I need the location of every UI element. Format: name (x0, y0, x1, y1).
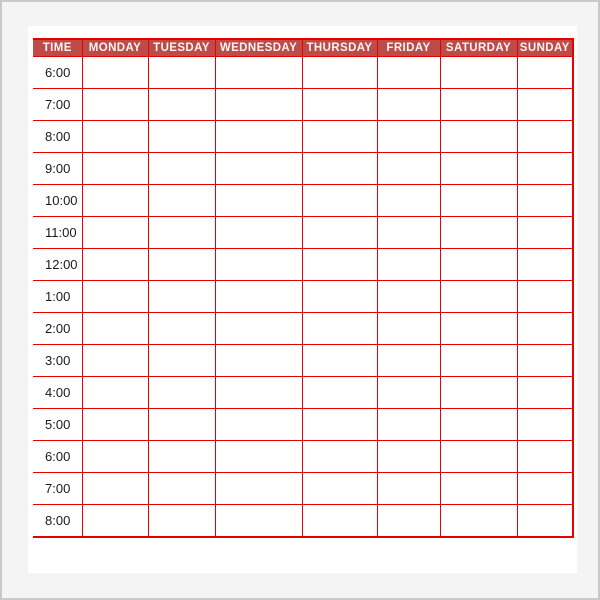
schedule-cell-tuesday[interactable] (148, 377, 215, 409)
time-cell: 6:00 (33, 57, 82, 89)
schedule-cell-thursday[interactable] (302, 249, 377, 281)
table-row (33, 281, 573, 313)
schedule-cell-tuesday[interactable] (148, 505, 215, 537)
schedule-cell-friday[interactable] (377, 121, 440, 153)
time-cell: 6:00 (33, 441, 82, 473)
schedule-cell-wednesday[interactable] (215, 505, 302, 537)
time-cell: 2:00 (33, 313, 82, 345)
schedule-cell-saturday[interactable] (440, 185, 517, 217)
schedule-cell-tuesday[interactable] (148, 249, 215, 281)
table-row (33, 409, 573, 441)
schedule-cell-wednesday[interactable] (215, 185, 302, 217)
schedule-cell-saturday[interactable] (440, 313, 517, 345)
schedule-cell-thursday[interactable] (302, 185, 377, 217)
schedule-cell-thursday[interactable] (302, 377, 377, 409)
schedule-cell-thursday[interactable] (302, 345, 377, 377)
column-header-monday: MONDAY (82, 39, 148, 57)
schedule-cell-friday[interactable] (377, 249, 440, 281)
table-row (33, 185, 573, 217)
schedule-cell-sunday[interactable] (517, 441, 573, 473)
schedule-cell-tuesday[interactable] (148, 409, 215, 441)
schedule-cell-monday[interactable] (82, 505, 148, 537)
schedule-cell-tuesday[interactable] (148, 217, 215, 249)
schedule-cell-friday[interactable] (377, 185, 440, 217)
schedule-cell-wednesday[interactable] (215, 281, 302, 313)
schedule-cell-monday[interactable] (82, 57, 148, 89)
schedule-cell-wednesday[interactable] (215, 473, 302, 505)
schedule-cell-monday[interactable] (82, 313, 148, 345)
schedule-cell-saturday[interactable] (440, 377, 517, 409)
schedule-cell-thursday[interactable] (302, 473, 377, 505)
schedule-cell-tuesday[interactable] (148, 185, 215, 217)
time-cell: 11:00 (33, 217, 82, 249)
table-row (33, 377, 573, 409)
schedule-cell-sunday[interactable] (517, 249, 573, 281)
schedule-cell-saturday[interactable] (440, 345, 517, 377)
schedule-cell-friday[interactable] (377, 57, 440, 89)
schedule-cell-monday[interactable] (82, 217, 148, 249)
schedule-cell-sunday[interactable] (517, 153, 573, 185)
schedule-cell-monday[interactable] (82, 121, 148, 153)
time-cell: 8:00 (33, 505, 82, 537)
schedule-cell-saturday[interactable] (440, 409, 517, 441)
schedule-cell-wednesday[interactable] (215, 313, 302, 345)
schedule-cell-tuesday[interactable] (148, 89, 215, 121)
schedule-cell-saturday[interactable] (440, 217, 517, 249)
schedule-body (33, 57, 573, 537)
schedule-cell-friday[interactable] (377, 505, 440, 537)
schedule-cell-saturday[interactable] (440, 57, 517, 89)
schedule-cell-wednesday[interactable] (215, 345, 302, 377)
column-header-time: TIME (33, 39, 82, 57)
schedule-cell-sunday[interactable] (517, 281, 573, 313)
schedule-cell-sunday[interactable] (517, 89, 573, 121)
schedule-cell-friday[interactable] (377, 409, 440, 441)
schedule-cell-saturday[interactable] (440, 505, 517, 537)
schedule-cell-wednesday[interactable] (215, 153, 302, 185)
column-header-friday: FRIDAY (377, 39, 440, 57)
schedule-cell-wednesday[interactable] (215, 249, 302, 281)
schedule-cell-friday[interactable] (377, 345, 440, 377)
table-row (33, 121, 573, 153)
schedule-cell-wednesday[interactable] (215, 217, 302, 249)
schedule-cell-tuesday[interactable] (148, 345, 215, 377)
time-cell: 4:00 (33, 377, 82, 409)
schedule-cell-saturday[interactable] (440, 249, 517, 281)
schedule-cell-monday[interactable] (82, 345, 148, 377)
schedule-cell-friday[interactable] (377, 313, 440, 345)
schedule-cell-thursday[interactable] (302, 441, 377, 473)
column-header-wednesday: WEDNESDAY (215, 39, 302, 57)
time-cell: 8:00 (33, 121, 82, 153)
schedule-cell-friday[interactable] (377, 281, 440, 313)
schedule-cell-friday[interactable] (377, 153, 440, 185)
schedule-cell-friday[interactable] (377, 217, 440, 249)
schedule-cell-friday[interactable] (377, 473, 440, 505)
time-cell: 7:00 (33, 89, 82, 121)
schedule-cell-wednesday[interactable] (215, 57, 302, 89)
table-row (33, 473, 573, 505)
table-row (33, 89, 573, 121)
schedule-cell-saturday[interactable] (440, 441, 517, 473)
schedule-cell-tuesday[interactable] (148, 57, 215, 89)
table-row (33, 313, 573, 345)
schedule-cell-saturday[interactable] (440, 281, 517, 313)
table-row (33, 345, 573, 377)
schedule-cell-friday[interactable] (377, 377, 440, 409)
time-cell: 12:00 (33, 249, 82, 281)
weekly-schedule-table (33, 38, 574, 538)
schedule-cell-sunday[interactable] (517, 57, 573, 89)
schedule-cell-wednesday[interactable] (215, 409, 302, 441)
time-cell: 3:00 (33, 345, 82, 377)
template-sheet (28, 26, 577, 573)
time-cell: 1:00 (33, 281, 82, 313)
schedule-cell-thursday[interactable] (302, 89, 377, 121)
schedule-cell-monday[interactable] (82, 377, 148, 409)
schedule-cell-saturday[interactable] (440, 473, 517, 505)
schedule-cell-wednesday[interactable] (215, 89, 302, 121)
schedule-cell-tuesday[interactable] (148, 473, 215, 505)
time-cell: 10:00 (33, 185, 82, 217)
schedule-cell-sunday[interactable] (517, 409, 573, 441)
table-row (33, 249, 573, 281)
schedule-cell-thursday[interactable] (302, 217, 377, 249)
schedule-cell-thursday[interactable] (302, 313, 377, 345)
column-header-sunday: SUNDAY (517, 39, 573, 57)
schedule-cell-sunday[interactable] (517, 473, 573, 505)
schedule-cell-friday[interactable] (377, 441, 440, 473)
column-header-saturday: SATURDAY (440, 39, 517, 57)
schedule-cell-saturday[interactable] (440, 153, 517, 185)
table-row (33, 505, 573, 537)
schedule-cell-thursday[interactable] (302, 409, 377, 441)
schedule-cell-wednesday[interactable] (215, 377, 302, 409)
schedule-cell-monday[interactable] (82, 89, 148, 121)
schedule-cell-sunday[interactable] (517, 185, 573, 217)
schedule-cell-thursday[interactable] (302, 281, 377, 313)
time-cell: 7:00 (33, 473, 82, 505)
table-row (33, 441, 573, 473)
table-row (33, 153, 573, 185)
table-row (33, 57, 573, 89)
schedule-cell-saturday[interactable] (440, 89, 517, 121)
schedule-cell-monday[interactable] (82, 281, 148, 313)
schedule-cell-tuesday[interactable] (148, 313, 215, 345)
schedule-cell-sunday[interactable] (517, 217, 573, 249)
schedule-cell-wednesday[interactable] (215, 441, 302, 473)
schedule-cell-monday[interactable] (82, 473, 148, 505)
schedule-cell-friday[interactable] (377, 89, 440, 121)
schedule-cell-monday[interactable] (82, 249, 148, 281)
schedule-cell-thursday[interactable] (302, 57, 377, 89)
time-cell: 9:00 (33, 153, 82, 185)
schedule-cell-sunday[interactable] (517, 377, 573, 409)
schedule-cell-thursday[interactable] (302, 505, 377, 537)
schedule-cell-saturday[interactable] (440, 121, 517, 153)
schedule-cell-sunday[interactable] (517, 345, 573, 377)
schedule-cell-monday[interactable] (82, 153, 148, 185)
schedule-cell-tuesday[interactable] (148, 441, 215, 473)
schedule-cell-sunday[interactable] (517, 505, 573, 537)
column-header-thursday: THURSDAY (302, 39, 377, 57)
schedule-cell-sunday[interactable] (517, 121, 573, 153)
schedule-cell-thursday[interactable] (302, 121, 377, 153)
schedule-cell-monday[interactable] (82, 441, 148, 473)
schedule-cell-monday[interactable] (82, 409, 148, 441)
schedule-cell-thursday[interactable] (302, 153, 377, 185)
column-header-tuesday: TUESDAY (148, 39, 215, 57)
header-row (33, 39, 573, 57)
table-row (33, 217, 573, 249)
time-cell: 5:00 (33, 409, 82, 441)
schedule-cell-tuesday[interactable] (148, 121, 215, 153)
schedule-cell-sunday[interactable] (517, 313, 573, 345)
schedule-cell-monday[interactable] (82, 185, 148, 217)
schedule-cell-tuesday[interactable] (148, 153, 215, 185)
schedule-cell-tuesday[interactable] (148, 281, 215, 313)
schedule-cell-wednesday[interactable] (215, 121, 302, 153)
